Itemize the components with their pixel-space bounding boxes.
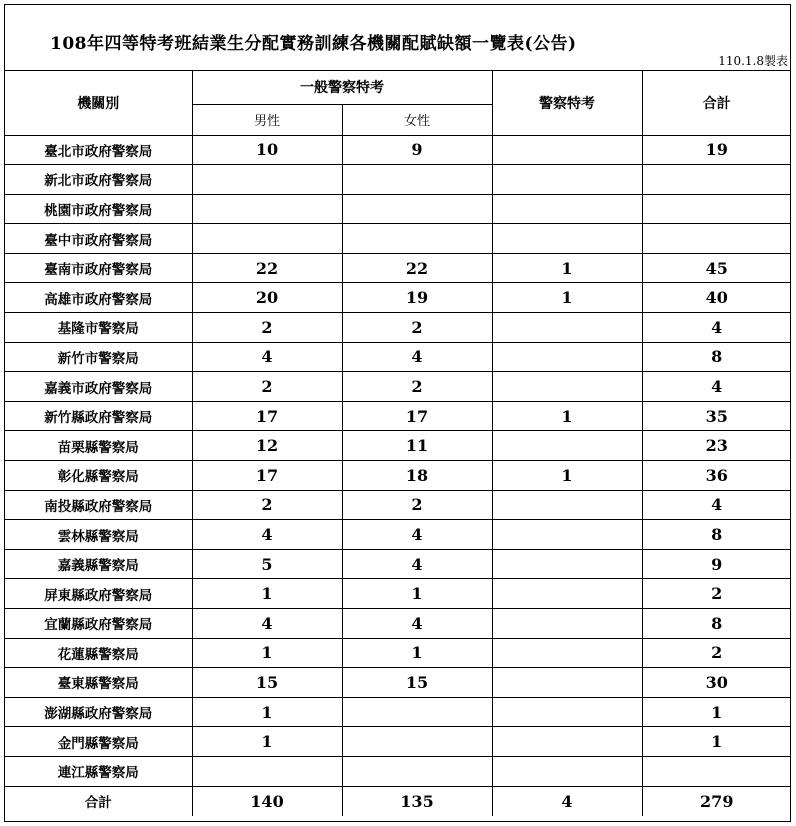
male-count-cell: 2 bbox=[192, 490, 342, 520]
police-special-count-cell: 1 bbox=[492, 283, 642, 313]
police-special-count-cell bbox=[492, 431, 642, 461]
agency-cell: 嘉義市政府警察局 bbox=[5, 372, 192, 402]
police-special-count-cell bbox=[492, 579, 642, 609]
female-count-cell bbox=[342, 697, 492, 727]
police-special-count-cell bbox=[492, 609, 642, 639]
total-count-cell: 23 bbox=[642, 431, 791, 461]
total-count-cell: 1 bbox=[642, 697, 791, 727]
agency-cell: 合計 bbox=[5, 786, 192, 816]
total-count-cell: 40 bbox=[642, 283, 791, 313]
male-count-cell bbox=[192, 194, 342, 224]
table-row bbox=[5, 638, 791, 668]
table-body bbox=[5, 135, 791, 816]
police-special-count-cell bbox=[492, 372, 642, 402]
police-special-count-cell bbox=[492, 165, 642, 195]
male-count-cell: 4 bbox=[192, 342, 342, 372]
police-special-count-cell bbox=[492, 342, 642, 372]
male-count-cell bbox=[192, 224, 342, 254]
female-count-cell: 1 bbox=[342, 579, 492, 609]
table-row bbox=[5, 253, 791, 283]
agency-cell: 臺北市政府警察局 bbox=[5, 135, 192, 165]
female-count-cell: 4 bbox=[342, 609, 492, 639]
agency-cell: 高雄市政府警察局 bbox=[5, 283, 192, 313]
male-count-cell: 1 bbox=[192, 727, 342, 757]
totals-row bbox=[5, 786, 791, 816]
female-count-cell: 135 bbox=[342, 786, 492, 816]
agency-cell: 臺南市政府警察局 bbox=[5, 253, 192, 283]
police-special-count-cell bbox=[492, 668, 642, 698]
allocation-table bbox=[5, 71, 791, 816]
male-count-cell: 140 bbox=[192, 786, 342, 816]
total-count-cell: 9 bbox=[642, 549, 791, 579]
agency-cell: 新北市政府警察局 bbox=[5, 165, 192, 195]
total-count-cell: 8 bbox=[642, 609, 791, 639]
table-row bbox=[5, 135, 791, 165]
female-count-cell: 4 bbox=[342, 342, 492, 372]
agency-cell: 屏東縣政府警察局 bbox=[5, 579, 192, 609]
table-row bbox=[5, 668, 791, 698]
female-count-cell: 22 bbox=[342, 253, 492, 283]
male-count-cell: 20 bbox=[192, 283, 342, 313]
male-count-cell: 1 bbox=[192, 638, 342, 668]
male-count-cell: 22 bbox=[192, 253, 342, 283]
total-count-cell: 8 bbox=[642, 342, 791, 372]
total-count-cell: 36 bbox=[642, 461, 791, 491]
total-count-cell: 35 bbox=[642, 401, 791, 431]
table-row bbox=[5, 609, 791, 639]
total-count-cell: 45 bbox=[642, 253, 791, 283]
male-count-cell: 4 bbox=[192, 609, 342, 639]
table-row bbox=[5, 194, 791, 224]
male-count-cell: 5 bbox=[192, 549, 342, 579]
police-special-count-cell bbox=[492, 135, 642, 165]
table-row bbox=[5, 579, 791, 609]
female-count-cell: 2 bbox=[342, 313, 492, 343]
agency-cell: 南投縣政府警察局 bbox=[5, 490, 192, 520]
police-special-count-cell bbox=[492, 756, 642, 786]
police-special-count-cell bbox=[492, 549, 642, 579]
male-count-cell: 17 bbox=[192, 461, 342, 491]
total-count-cell: 30 bbox=[642, 668, 791, 698]
table-row bbox=[5, 372, 791, 402]
header-total: 合計 bbox=[642, 71, 791, 135]
total-count-cell: 4 bbox=[642, 372, 791, 402]
female-count-cell bbox=[342, 224, 492, 254]
total-count-cell bbox=[642, 224, 791, 254]
female-count-cell: 18 bbox=[342, 461, 492, 491]
male-count-cell bbox=[192, 165, 342, 195]
police-special-count-cell: 1 bbox=[492, 461, 642, 491]
male-count-cell: 10 bbox=[192, 135, 342, 165]
male-count-cell: 2 bbox=[192, 313, 342, 343]
header-police-special: 警察特考 bbox=[492, 71, 642, 135]
table-row bbox=[5, 461, 791, 491]
agency-cell: 彰化縣警察局 bbox=[5, 461, 192, 491]
header-male: 男性 bbox=[192, 104, 342, 135]
male-count-cell: 2 bbox=[192, 372, 342, 402]
table-row bbox=[5, 431, 791, 461]
female-count-cell bbox=[342, 756, 492, 786]
police-special-count-cell bbox=[492, 224, 642, 254]
total-count-cell: 1 bbox=[642, 727, 791, 757]
total-count-cell bbox=[642, 165, 791, 195]
agency-cell: 澎湖縣政府警察局 bbox=[5, 697, 192, 727]
agency-cell: 基隆市警察局 bbox=[5, 313, 192, 343]
police-special-count-cell bbox=[492, 727, 642, 757]
male-count-cell: 1 bbox=[192, 697, 342, 727]
female-count-cell bbox=[342, 165, 492, 195]
police-special-count-cell bbox=[492, 313, 642, 343]
police-special-count-cell: 1 bbox=[492, 253, 642, 283]
police-special-count-cell bbox=[492, 697, 642, 727]
allocation-sheet bbox=[4, 4, 791, 822]
table-row bbox=[5, 401, 791, 431]
agency-cell: 臺東縣警察局 bbox=[5, 668, 192, 698]
female-count-cell bbox=[342, 194, 492, 224]
table-row bbox=[5, 697, 791, 727]
table-row bbox=[5, 549, 791, 579]
female-count-cell: 4 bbox=[342, 549, 492, 579]
table-row bbox=[5, 342, 791, 372]
table-row bbox=[5, 520, 791, 550]
agency-cell: 連江縣警察局 bbox=[5, 756, 192, 786]
total-count-cell bbox=[642, 756, 791, 786]
date-stamp: 110.1.8製表 bbox=[718, 54, 788, 68]
police-special-count-cell: 4 bbox=[492, 786, 642, 816]
agency-cell: 臺中市政府警察局 bbox=[5, 224, 192, 254]
agency-cell: 花蓮縣警察局 bbox=[5, 638, 192, 668]
male-count-cell: 1 bbox=[192, 579, 342, 609]
police-special-count-cell bbox=[492, 194, 642, 224]
header-general-police: 一般警察特考 bbox=[192, 71, 492, 104]
total-count-cell: 2 bbox=[642, 579, 791, 609]
table-row bbox=[5, 283, 791, 313]
female-count-cell: 9 bbox=[342, 135, 492, 165]
agency-cell: 苗栗縣警察局 bbox=[5, 431, 192, 461]
agency-cell: 新竹市警察局 bbox=[5, 342, 192, 372]
document-title: 108年四等特考班結業生分配實務訓練各機關配賦缺額一覽表(公告) bbox=[50, 34, 577, 54]
table-row bbox=[5, 756, 791, 786]
agency-cell: 雲林縣警察局 bbox=[5, 520, 192, 550]
male-count-cell: 17 bbox=[192, 401, 342, 431]
male-count-cell: 12 bbox=[192, 431, 342, 461]
table-row bbox=[5, 313, 791, 343]
male-count-cell: 4 bbox=[192, 520, 342, 550]
female-count-cell: 4 bbox=[342, 520, 492, 550]
table-row bbox=[5, 224, 791, 254]
table-row bbox=[5, 165, 791, 195]
female-count-cell: 15 bbox=[342, 668, 492, 698]
police-special-count-cell: 1 bbox=[492, 401, 642, 431]
police-special-count-cell bbox=[492, 638, 642, 668]
police-special-count-cell bbox=[492, 490, 642, 520]
total-count-cell: 4 bbox=[642, 313, 791, 343]
total-count-cell: 4 bbox=[642, 490, 791, 520]
agency-cell: 金門縣警察局 bbox=[5, 727, 192, 757]
female-count-cell: 2 bbox=[342, 372, 492, 402]
female-count-cell: 1 bbox=[342, 638, 492, 668]
table-row bbox=[5, 490, 791, 520]
total-count-cell: 19 bbox=[642, 135, 791, 165]
male-count-cell: 15 bbox=[192, 668, 342, 698]
female-count-cell: 17 bbox=[342, 401, 492, 431]
agency-cell: 桃園市政府警察局 bbox=[5, 194, 192, 224]
agency-cell: 嘉義縣警察局 bbox=[5, 549, 192, 579]
total-count-cell bbox=[642, 194, 791, 224]
male-count-cell bbox=[192, 756, 342, 786]
title-row bbox=[5, 5, 790, 71]
female-count-cell: 2 bbox=[342, 490, 492, 520]
female-count-cell: 11 bbox=[342, 431, 492, 461]
table-row bbox=[5, 727, 791, 757]
total-count-cell: 2 bbox=[642, 638, 791, 668]
header-female: 女性 bbox=[342, 104, 492, 135]
female-count-cell bbox=[342, 727, 492, 757]
header-agency: 機關別 bbox=[5, 71, 192, 135]
agency-cell: 新竹縣政府警察局 bbox=[5, 401, 192, 431]
police-special-count-cell bbox=[492, 520, 642, 550]
agency-cell: 宜蘭縣政府警察局 bbox=[5, 609, 192, 639]
total-count-cell: 8 bbox=[642, 520, 791, 550]
total-count-cell: 279 bbox=[642, 786, 791, 816]
female-count-cell: 19 bbox=[342, 283, 492, 313]
